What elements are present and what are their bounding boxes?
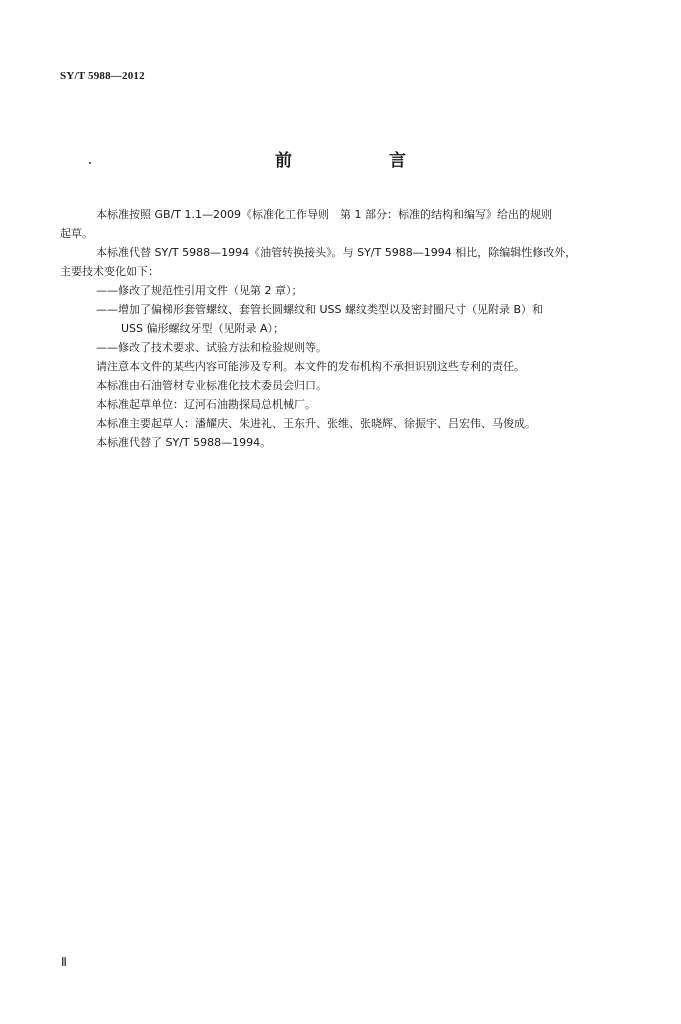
change-item-references: ——修改了规范性引用文件（见第 2 章）； (96, 284, 303, 297)
document-id-header: SY/T 5988—2012 (60, 70, 145, 82)
page-title: 前 言 (275, 151, 446, 171)
change-item-thread-types-line-1: ——增加了偏梯形套管螺纹、套管长圆螺纹和 USS 螺纹类型以及密封圈尺寸（见附录 B）和 (96, 303, 544, 316)
paragraph-drafting-unit: 本标准起草单位：辽河石油勘探局总机械厂。 (96, 398, 316, 411)
paragraph-replaced-standard: 本标准代替了 SY/T 5988—1994。 (96, 436, 272, 449)
paragraph-drafting-rules-line-1: 本标准按照 GB/T 1.1—2009《标准化工作导则 第 1 部分：标准的结构和编写》给出的规则 (96, 208, 552, 221)
paragraph-drafting-rules-line-2: 起草。 (60, 227, 93, 240)
change-item-thread-types (60, 300, 645, 338)
foreword-body (60, 205, 645, 452)
change-item-thread-types-line-2: USS 偏形螺纹牙型（见附录 A）； (121, 322, 285, 335)
paragraph-technical-committee: 本标准由石油管材专业标准化技术委员会归口。 (96, 379, 327, 392)
paragraph-drafters: 本标准主要起草人：潘耀庆、朱进礼、王东升、张维、张晓辉、徐振宇、吕宏伟、马俊成。 (96, 417, 536, 430)
paragraph-replacement-line-1: 本标准代替 SY/T 5988—1994《油管转换接头》。与 SY/T 5988—1994 相比，除编辑性修改外， (96, 246, 577, 259)
change-item-requirements: ——修改了技术要求、试验方法和检验规则等。 (96, 341, 327, 354)
page-number: Ⅱ (61, 955, 67, 969)
paragraph-patent-notice: 请注意本文件的某些内容可能涉及专利。本文件的发布机构不承担识别这些专利的责任。 (96, 360, 525, 373)
paragraph-replacement-line-2: 主要技术变化如下： (60, 265, 159, 278)
